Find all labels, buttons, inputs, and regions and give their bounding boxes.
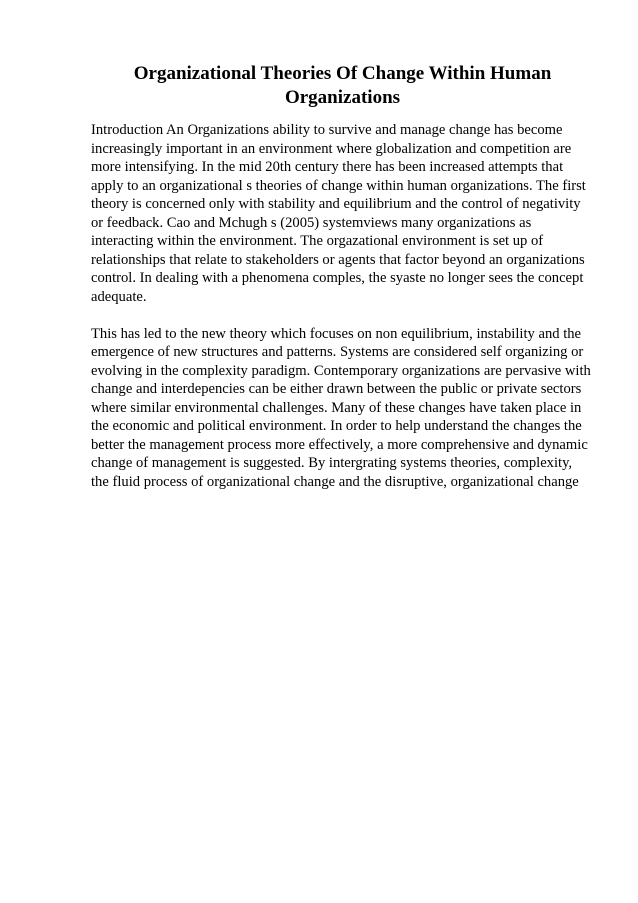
text-line: control. In dealing with a phenomena comples, the syaste no longer sees the concept — [91, 270, 584, 286]
text-line: better the management process more effectively, a more comprehensive and dynamic — [91, 436, 588, 453]
text-line: Introduction An Organizations ability to survive and manage change has become — [91, 122, 563, 138]
text-line: the fluid process of organizational change and the disruptive, organizational change — [91, 473, 579, 490]
text-line: This has led to the new theory which focuses on non equilibrium, instability and the — [91, 325, 582, 342]
text-line: or feedback. Cao and Mchugh s (2005) systemviews many organizations as — [91, 214, 532, 231]
title-line: Organizations — [284, 87, 401, 108]
text-line: emergence of new structures and patterns. Systems are considered self organizing or — [91, 344, 584, 360]
text-line: theory is concerned only with stability and equilibrium and the control of negativity — [91, 196, 581, 212]
text-line: apply to an organizational s theories of change within human organizations. The first — [91, 177, 586, 194]
text-line: where similar environmental challenges. Many of these changes have taken place in — [91, 399, 582, 416]
text-line: relationships that relate to stakeholders or agents that factor beyond an organizations — [91, 251, 585, 268]
text-line: change of management is suggested. By intergrating systems theories, complexity, — [91, 455, 573, 471]
text-line: change and interdepencies can be either drawn between the public or private sectors — [91, 381, 582, 397]
text-line: interacting within the environment. The orgazational environment is set up of — [91, 233, 544, 249]
document-body — [91, 121, 601, 491]
text-line: increasingly important in an environment where globalization and competition are — [91, 140, 572, 157]
title-line: Organizational Theories Of Change Within Human — [133, 63, 552, 84]
text-line: the economic and political environment. In order to help understand the changes the — [91, 418, 582, 434]
text-line: adequate. — [91, 288, 147, 305]
paragraph-new-theory — [91, 325, 601, 492]
document-title — [90, 62, 595, 110]
text-line: more intensifying. In the mid 20th century there has been increased attempts that — [91, 159, 564, 175]
text-line: evolving in the complexity paradigm. Contemporary organizations are pervasive with — [91, 362, 591, 379]
paragraph-introduction — [91, 121, 601, 306]
